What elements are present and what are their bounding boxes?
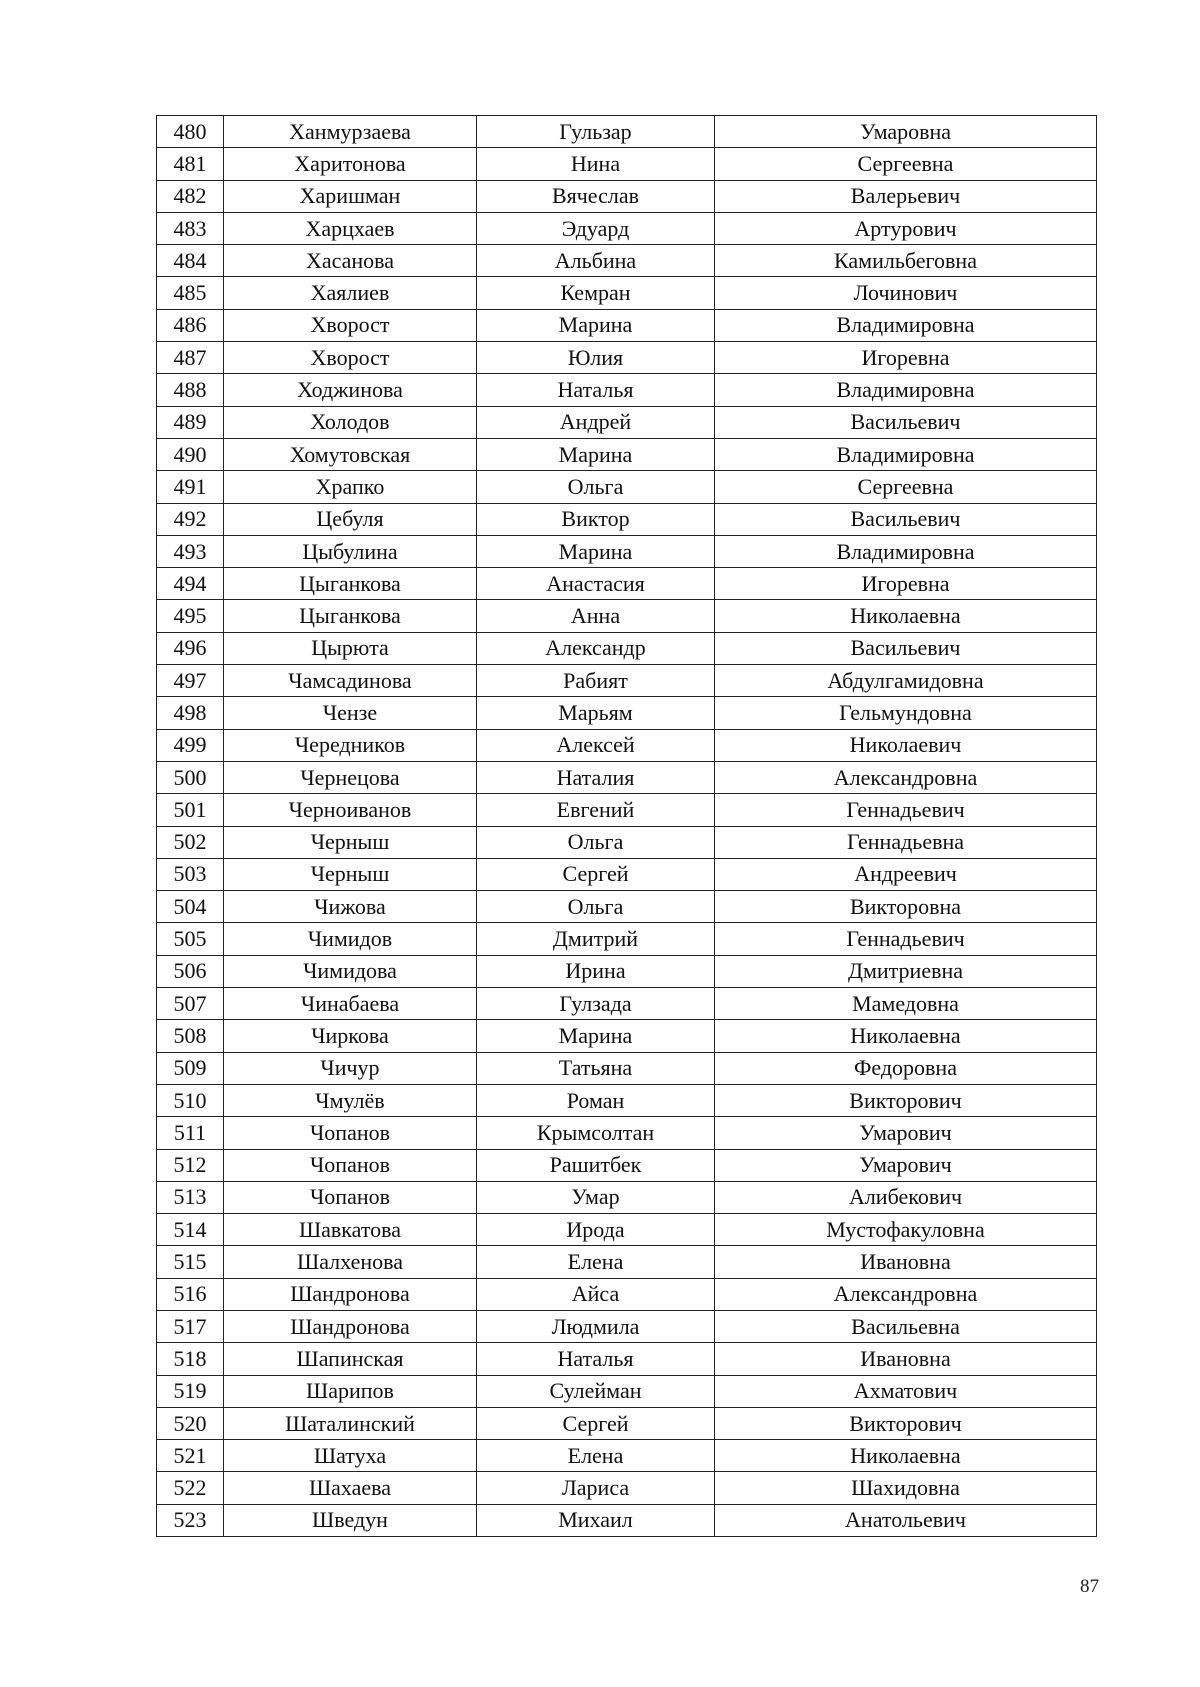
row-number-cell: 517 bbox=[157, 1310, 224, 1342]
first-name-cell: Рашитбек bbox=[477, 1149, 715, 1181]
last-name-cell: Харцхаев bbox=[224, 212, 477, 244]
patronymic-cell: Шахидовна bbox=[715, 1472, 1097, 1504]
first-name-cell: Нина bbox=[477, 148, 715, 180]
first-name-cell: Юлия bbox=[477, 342, 715, 374]
table-row bbox=[157, 1343, 1097, 1375]
first-name-cell: Ирина bbox=[477, 955, 715, 987]
table-row bbox=[157, 1084, 1097, 1116]
first-name-cell: Гульзар bbox=[477, 116, 715, 148]
row-number-cell: 513 bbox=[157, 1181, 224, 1213]
row-number-cell: 495 bbox=[157, 600, 224, 632]
row-number-cell: 502 bbox=[157, 826, 224, 858]
table-row bbox=[157, 1407, 1097, 1439]
last-name-cell: Цырюта bbox=[224, 632, 477, 664]
row-number-cell: 506 bbox=[157, 955, 224, 987]
patronymic-cell: Игоревна bbox=[715, 342, 1097, 374]
last-name-cell: Чопанов bbox=[224, 1149, 477, 1181]
patronymic-cell: Абдулгамидовна bbox=[715, 665, 1097, 697]
row-number-cell: 509 bbox=[157, 1052, 224, 1084]
patronymic-cell: Умарович bbox=[715, 1117, 1097, 1149]
table-row bbox=[157, 374, 1097, 406]
first-name-cell: Марьям bbox=[477, 697, 715, 729]
roster-table-body bbox=[157, 116, 1097, 1537]
table-row bbox=[157, 212, 1097, 244]
table-row bbox=[157, 1149, 1097, 1181]
row-number-cell: 484 bbox=[157, 245, 224, 277]
last-name-cell: Хворост bbox=[224, 309, 477, 341]
patronymic-cell: Лочинович bbox=[715, 277, 1097, 309]
last-name-cell: Ходжинова bbox=[224, 374, 477, 406]
row-number-cell: 521 bbox=[157, 1440, 224, 1472]
row-number-cell: 516 bbox=[157, 1278, 224, 1310]
table-row bbox=[157, 1052, 1097, 1084]
last-name-cell: Хворост bbox=[224, 342, 477, 374]
table-row bbox=[157, 1117, 1097, 1149]
first-name-cell: Андрей bbox=[477, 406, 715, 438]
last-name-cell: Шарипов bbox=[224, 1375, 477, 1407]
row-number-cell: 488 bbox=[157, 374, 224, 406]
first-name-cell: Сергей bbox=[477, 858, 715, 890]
table-row bbox=[157, 342, 1097, 374]
row-number-cell: 508 bbox=[157, 1020, 224, 1052]
last-name-cell: Чамсадинова bbox=[224, 665, 477, 697]
row-number-cell: 482 bbox=[157, 180, 224, 212]
last-name-cell: Храпко bbox=[224, 471, 477, 503]
patronymic-cell: Николаевич bbox=[715, 729, 1097, 761]
row-number-cell: 522 bbox=[157, 1472, 224, 1504]
row-number-cell: 501 bbox=[157, 794, 224, 826]
table-row bbox=[157, 1375, 1097, 1407]
row-number-cell: 505 bbox=[157, 923, 224, 955]
row-number-cell: 498 bbox=[157, 697, 224, 729]
last-name-cell: Чернецова bbox=[224, 761, 477, 793]
row-number-cell: 499 bbox=[157, 729, 224, 761]
row-number-cell: 489 bbox=[157, 406, 224, 438]
table-row bbox=[157, 1246, 1097, 1278]
last-name-cell: Чмулёв bbox=[224, 1084, 477, 1116]
patronymic-cell: Владимировна bbox=[715, 309, 1097, 341]
last-name-cell: Черноиванов bbox=[224, 794, 477, 826]
row-number-cell: 520 bbox=[157, 1407, 224, 1439]
last-name-cell: Цебуля bbox=[224, 503, 477, 535]
first-name-cell: Ирода bbox=[477, 1214, 715, 1246]
last-name-cell: Ханмурзаева bbox=[224, 116, 477, 148]
row-number-cell: 500 bbox=[157, 761, 224, 793]
row-number-cell: 483 bbox=[157, 212, 224, 244]
table-row bbox=[157, 148, 1097, 180]
table-row bbox=[157, 923, 1097, 955]
patronymic-cell: Николаевна bbox=[715, 1020, 1097, 1052]
patronymic-cell: Викторович bbox=[715, 1407, 1097, 1439]
patronymic-cell: Умарович bbox=[715, 1149, 1097, 1181]
first-name-cell: Анна bbox=[477, 600, 715, 632]
last-name-cell: Чимидова bbox=[224, 955, 477, 987]
first-name-cell: Айса bbox=[477, 1278, 715, 1310]
patronymic-cell: Мамедовна bbox=[715, 988, 1097, 1020]
last-name-cell: Харитонова bbox=[224, 148, 477, 180]
page-number: 87 bbox=[1080, 1576, 1099, 1597]
table-row bbox=[157, 1310, 1097, 1342]
first-name-cell: Сулейман bbox=[477, 1375, 715, 1407]
first-name-cell: Алексей bbox=[477, 729, 715, 761]
patronymic-cell: Геннадьевна bbox=[715, 826, 1097, 858]
last-name-cell: Шалхенова bbox=[224, 1246, 477, 1278]
patronymic-cell: Игоревна bbox=[715, 568, 1097, 600]
table-row bbox=[157, 1214, 1097, 1246]
last-name-cell: Черныш bbox=[224, 858, 477, 890]
table-row bbox=[157, 245, 1097, 277]
last-name-cell: Шведун bbox=[224, 1504, 477, 1536]
table-row bbox=[157, 955, 1097, 987]
first-name-cell: Марина bbox=[477, 1020, 715, 1052]
table-row bbox=[157, 697, 1097, 729]
first-name-cell: Елена bbox=[477, 1246, 715, 1278]
table-row bbox=[157, 794, 1097, 826]
last-name-cell: Шапинская bbox=[224, 1343, 477, 1375]
roster-table bbox=[156, 115, 1097, 1537]
last-name-cell: Чередников bbox=[224, 729, 477, 761]
patronymic-cell: Викторович bbox=[715, 1084, 1097, 1116]
row-number-cell: 507 bbox=[157, 988, 224, 1020]
row-number-cell: 519 bbox=[157, 1375, 224, 1407]
patronymic-cell: Андреевич bbox=[715, 858, 1097, 890]
patronymic-cell: Васильевич bbox=[715, 632, 1097, 664]
row-number-cell: 497 bbox=[157, 665, 224, 697]
row-number-cell: 496 bbox=[157, 632, 224, 664]
last-name-cell: Чижова bbox=[224, 891, 477, 923]
table-row bbox=[157, 1504, 1097, 1536]
patronymic-cell: Геннадьевич bbox=[715, 923, 1097, 955]
last-name-cell: Чензе bbox=[224, 697, 477, 729]
last-name-cell: Шаталинский bbox=[224, 1407, 477, 1439]
row-number-cell: 518 bbox=[157, 1343, 224, 1375]
first-name-cell: Марина bbox=[477, 535, 715, 567]
last-name-cell: Шандронова bbox=[224, 1278, 477, 1310]
first-name-cell: Роман bbox=[477, 1084, 715, 1116]
patronymic-cell: Сергеевна bbox=[715, 148, 1097, 180]
patronymic-cell: Владимировна bbox=[715, 535, 1097, 567]
first-name-cell: Марина bbox=[477, 309, 715, 341]
first-name-cell: Анастасия bbox=[477, 568, 715, 600]
last-name-cell: Шатуха bbox=[224, 1440, 477, 1472]
first-name-cell: Умар bbox=[477, 1181, 715, 1213]
patronymic-cell: Валерьевич bbox=[715, 180, 1097, 212]
patronymic-cell: Камильбеговна bbox=[715, 245, 1097, 277]
patronymic-cell: Гельмундовна bbox=[715, 697, 1097, 729]
row-number-cell: 494 bbox=[157, 568, 224, 600]
first-name-cell: Альбина bbox=[477, 245, 715, 277]
table-row bbox=[157, 826, 1097, 858]
patronymic-cell: Васильевна bbox=[715, 1310, 1097, 1342]
table-row bbox=[157, 1472, 1097, 1504]
last-name-cell: Шавкатова bbox=[224, 1214, 477, 1246]
row-number-cell: 490 bbox=[157, 438, 224, 470]
first-name-cell: Кемран bbox=[477, 277, 715, 309]
last-name-cell: Цыганкова bbox=[224, 568, 477, 600]
first-name-cell: Виктор bbox=[477, 503, 715, 535]
row-number-cell: 487 bbox=[157, 342, 224, 374]
last-name-cell: Хасанова bbox=[224, 245, 477, 277]
first-name-cell: Дмитрий bbox=[477, 923, 715, 955]
row-number-cell: 486 bbox=[157, 309, 224, 341]
last-name-cell: Цыбулина bbox=[224, 535, 477, 567]
last-name-cell: Цыганкова bbox=[224, 600, 477, 632]
patronymic-cell: Ивановна bbox=[715, 1343, 1097, 1375]
table-row bbox=[157, 535, 1097, 567]
first-name-cell: Людмила bbox=[477, 1310, 715, 1342]
table-row bbox=[157, 761, 1097, 793]
patronymic-cell: Васильевич bbox=[715, 406, 1097, 438]
patronymic-cell: Николаевна bbox=[715, 600, 1097, 632]
table-row bbox=[157, 503, 1097, 535]
first-name-cell: Ольга bbox=[477, 471, 715, 503]
table-row bbox=[157, 600, 1097, 632]
table-row bbox=[157, 1278, 1097, 1310]
table-row bbox=[157, 891, 1097, 923]
patronymic-cell: Александровна bbox=[715, 1278, 1097, 1310]
table-row bbox=[157, 632, 1097, 664]
last-name-cell: Чиркова bbox=[224, 1020, 477, 1052]
first-name-cell: Марина bbox=[477, 438, 715, 470]
patronymic-cell: Ахматович bbox=[715, 1375, 1097, 1407]
patronymic-cell: Умаровна bbox=[715, 116, 1097, 148]
row-number-cell: 485 bbox=[157, 277, 224, 309]
patronymic-cell: Дмитриевна bbox=[715, 955, 1097, 987]
table-row bbox=[157, 309, 1097, 341]
row-number-cell: 511 bbox=[157, 1117, 224, 1149]
last-name-cell: Чичур bbox=[224, 1052, 477, 1084]
row-number-cell: 512 bbox=[157, 1149, 224, 1181]
patronymic-cell: Ивановна bbox=[715, 1246, 1097, 1278]
table-row bbox=[157, 568, 1097, 600]
row-number-cell: 480 bbox=[157, 116, 224, 148]
last-name-cell: Хаялиев bbox=[224, 277, 477, 309]
table-row bbox=[157, 180, 1097, 212]
row-number-cell: 510 bbox=[157, 1084, 224, 1116]
row-number-cell: 515 bbox=[157, 1246, 224, 1278]
patronymic-cell: Васильевич bbox=[715, 503, 1097, 535]
first-name-cell: Эдуард bbox=[477, 212, 715, 244]
table-row bbox=[157, 1181, 1097, 1213]
first-name-cell: Гулзада bbox=[477, 988, 715, 1020]
last-name-cell: Харишман bbox=[224, 180, 477, 212]
table-row bbox=[157, 1020, 1097, 1052]
table-row bbox=[157, 988, 1097, 1020]
patronymic-cell: Сергеевна bbox=[715, 471, 1097, 503]
first-name-cell: Ольга bbox=[477, 826, 715, 858]
first-name-cell: Ольга bbox=[477, 891, 715, 923]
row-number-cell: 481 bbox=[157, 148, 224, 180]
first-name-cell: Елена bbox=[477, 1440, 715, 1472]
table-row bbox=[157, 116, 1097, 148]
first-name-cell: Наталья bbox=[477, 1343, 715, 1375]
row-number-cell: 492 bbox=[157, 503, 224, 535]
table-row bbox=[157, 438, 1097, 470]
first-name-cell: Лариса bbox=[477, 1472, 715, 1504]
first-name-cell: Евгений bbox=[477, 794, 715, 826]
last-name-cell: Шахаева bbox=[224, 1472, 477, 1504]
first-name-cell: Наталия bbox=[477, 761, 715, 793]
row-number-cell: 491 bbox=[157, 471, 224, 503]
row-number-cell: 493 bbox=[157, 535, 224, 567]
last-name-cell: Черныш bbox=[224, 826, 477, 858]
patronymic-cell: Геннадьевич bbox=[715, 794, 1097, 826]
first-name-cell: Татьяна bbox=[477, 1052, 715, 1084]
last-name-cell: Чопанов bbox=[224, 1181, 477, 1213]
table-row bbox=[157, 406, 1097, 438]
patronymic-cell: Алибекович bbox=[715, 1181, 1097, 1213]
patronymic-cell: Александровна bbox=[715, 761, 1097, 793]
patronymic-cell: Федоровна bbox=[715, 1052, 1097, 1084]
row-number-cell: 503 bbox=[157, 858, 224, 890]
patronymic-cell: Анатольевич bbox=[715, 1504, 1097, 1536]
first-name-cell: Крымсолтан bbox=[477, 1117, 715, 1149]
first-name-cell: Михаил bbox=[477, 1504, 715, 1536]
first-name-cell: Наталья bbox=[477, 374, 715, 406]
patronymic-cell: Владимировна bbox=[715, 438, 1097, 470]
table-row bbox=[157, 1440, 1097, 1472]
table-row bbox=[157, 471, 1097, 503]
patronymic-cell: Николаевна bbox=[715, 1440, 1097, 1472]
table-row bbox=[157, 729, 1097, 761]
last-name-cell: Чинабаева bbox=[224, 988, 477, 1020]
first-name-cell: Рабият bbox=[477, 665, 715, 697]
last-name-cell: Чимидов bbox=[224, 923, 477, 955]
row-number-cell: 514 bbox=[157, 1214, 224, 1246]
first-name-cell: Александр bbox=[477, 632, 715, 664]
first-name-cell: Вячеслав bbox=[477, 180, 715, 212]
table-row bbox=[157, 665, 1097, 697]
patronymic-cell: Мустофакуловна bbox=[715, 1214, 1097, 1246]
patronymic-cell: Артурович bbox=[715, 212, 1097, 244]
table-row bbox=[157, 858, 1097, 890]
row-number-cell: 504 bbox=[157, 891, 224, 923]
row-number-cell: 523 bbox=[157, 1504, 224, 1536]
patronymic-cell: Викторовна bbox=[715, 891, 1097, 923]
last-name-cell: Холодов bbox=[224, 406, 477, 438]
roster-table-container bbox=[156, 115, 1096, 1537]
patronymic-cell: Владимировна bbox=[715, 374, 1097, 406]
last-name-cell: Шандронова bbox=[224, 1310, 477, 1342]
last-name-cell: Хомутовская bbox=[224, 438, 477, 470]
first-name-cell: Сергей bbox=[477, 1407, 715, 1439]
table-row bbox=[157, 277, 1097, 309]
last-name-cell: Чопанов bbox=[224, 1117, 477, 1149]
